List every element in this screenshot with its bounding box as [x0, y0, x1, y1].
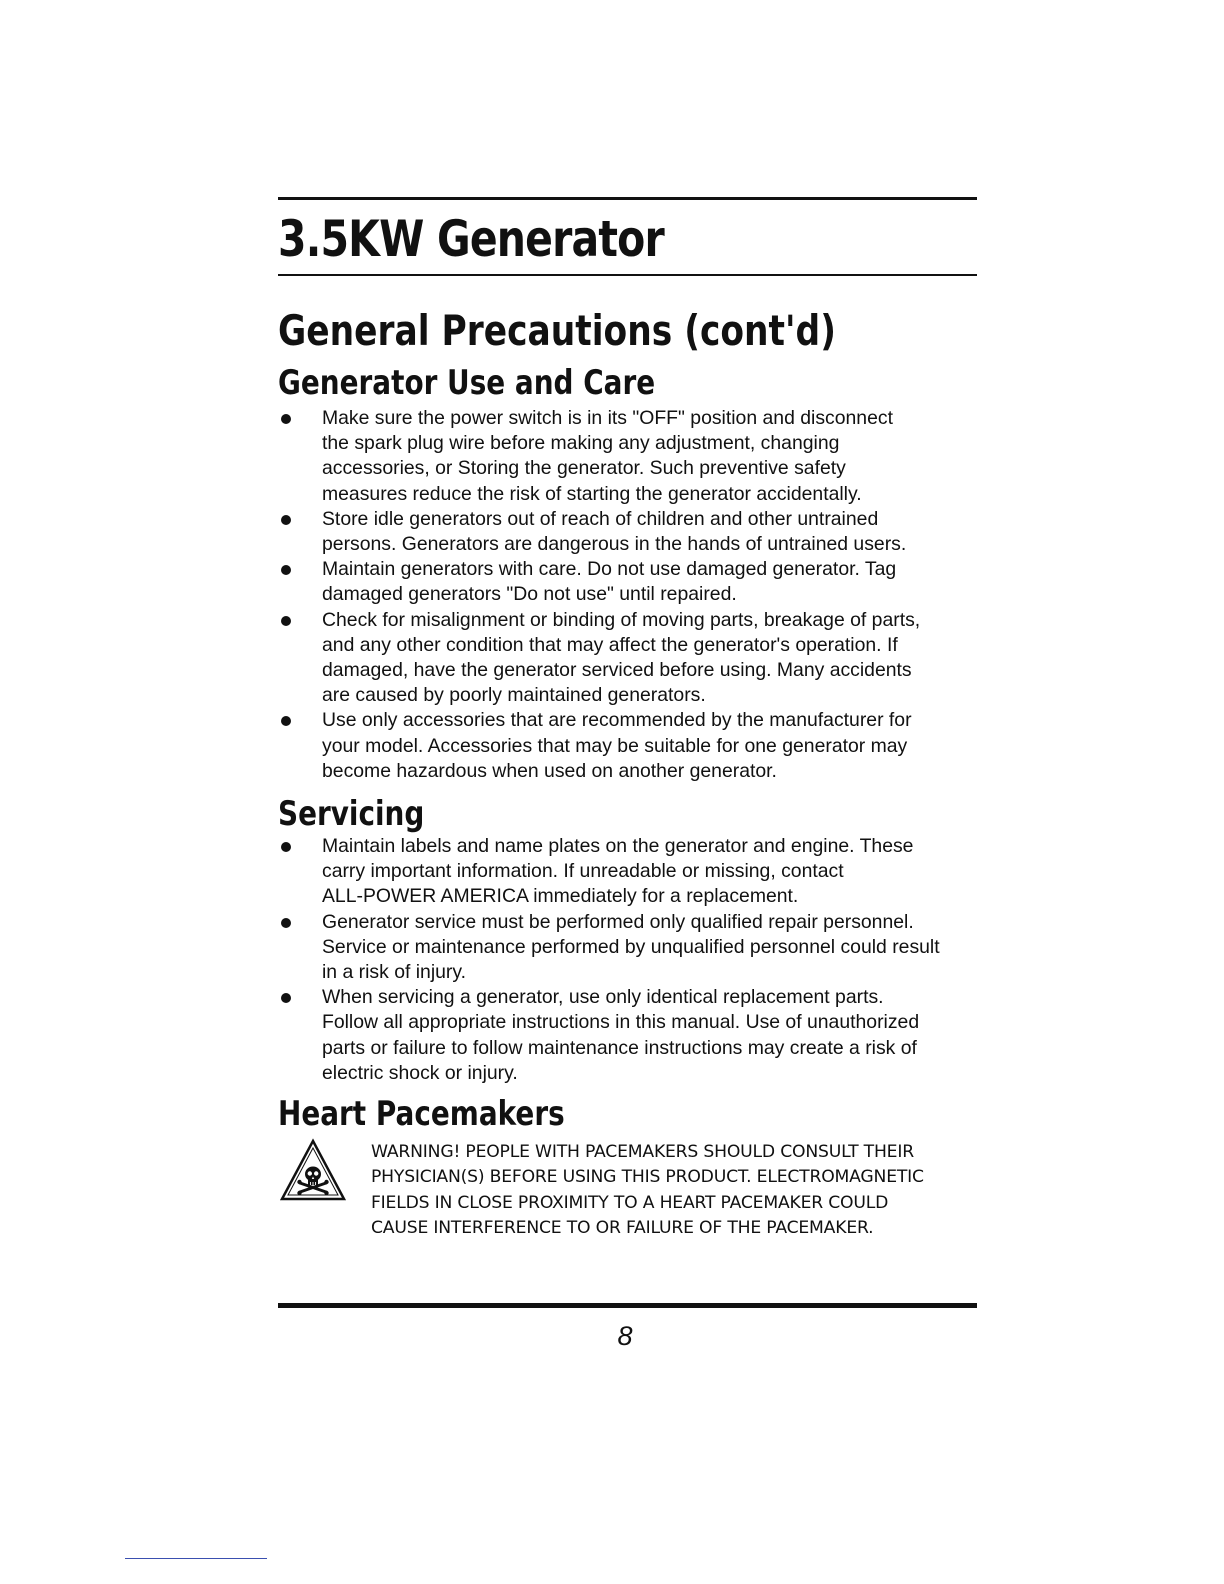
skull-warning-icon — [279, 1138, 347, 1202]
document-title: 3.5KW Generator — [278, 210, 664, 268]
pacemakers-heading: Heart Pacemakers — [278, 1094, 565, 1134]
bullet-icon — [281, 716, 291, 726]
title-underline-rule — [278, 274, 977, 276]
bottom-rule — [278, 1303, 977, 1308]
list-item — [278, 406, 1018, 507]
list-item — [278, 557, 1018, 607]
bullet-icon — [281, 993, 291, 1003]
list-item-text: Check for misalignment or binding of moving parts, breakage of parts, and any other condition that may affect the generator's operation. If damaged, have the generator serviced before using. Many accidents are caused by poorly maintained generators. — [322, 608, 921, 707]
list-item-text: Generator service must be performed only qualified repair personnel. Service or maintenance performed by unqualified personnel could result in a risk of injury. — [322, 910, 940, 984]
list-item — [278, 507, 1018, 557]
list-item-text: Maintain labels and name plates on the generator and engine. These carry important information. If unreadable or missing, contact ALL-POWER AMERICA immediately for a replacement. — [322, 835, 914, 908]
top-rule — [278, 197, 977, 200]
list-item — [278, 985, 1018, 1086]
list-item-text: When servicing a generator, use only identical replacement parts. Follow all appropriate instructions in this manual. Use of unauthorized parts or failure to follow maintenance instructions may create a risk of electric shock or injury. — [322, 986, 920, 1084]
bullet-icon — [281, 565, 291, 575]
list-item — [278, 834, 1018, 910]
use-and-care-heading: Generator Use and Care — [278, 363, 656, 403]
list-item-text: Make sure the power switch is in its "OFF" position and disconnect the spark plug wire before making any adjustment, changing accessories, or Storing the generator. Such preventive safety measures reduce the risk of starting the generator accidentally. — [322, 407, 893, 505]
list-item — [278, 910, 1018, 986]
servicing-heading: Servicing — [278, 794, 425, 834]
bullet-icon — [281, 414, 291, 424]
use-and-care-list — [278, 406, 1018, 784]
list-item-text: Store idle generators out of reach of children and other untrained persons. Generators are dangerous in the hands of untrained users. — [322, 507, 907, 556]
section-title: General Precautions (cont'd) — [278, 306, 836, 355]
pacemaker-warning-text: WARNING! PEOPLE WITH PACEMAKERS SHOULD CONSULT THEIR PHYSICIAN(S) BEFORE USING THIS PRODUCT. ELECTROMAGNETIC FIELDS IN CLOSE PROXIMITY TO A HEART PACEMAKER COULD CAUSE INTERFERENCE TO OR FAILURE OF THE PACEMAKER. — [371, 1142, 924, 1239]
list-item-text: Use only accessories that are recommended by the manufacturer for your model. Accessories that may be suitable for one generator may become hazardous when used on another generator. — [322, 709, 912, 782]
footer-link-underline — [125, 1558, 267, 1559]
bullet-icon — [281, 515, 291, 525]
bullet-icon — [281, 842, 291, 852]
bullet-icon — [281, 616, 291, 626]
servicing-list — [278, 834, 1018, 1086]
list-item — [278, 708, 1018, 784]
page-number: 8 — [617, 1321, 633, 1351]
list-item-text: Maintain generators with care. Do not use damaged generator. Tag damaged generators "Do not use" until repaired. — [322, 558, 897, 606]
list-item — [278, 608, 1018, 709]
bullet-icon — [281, 918, 291, 928]
